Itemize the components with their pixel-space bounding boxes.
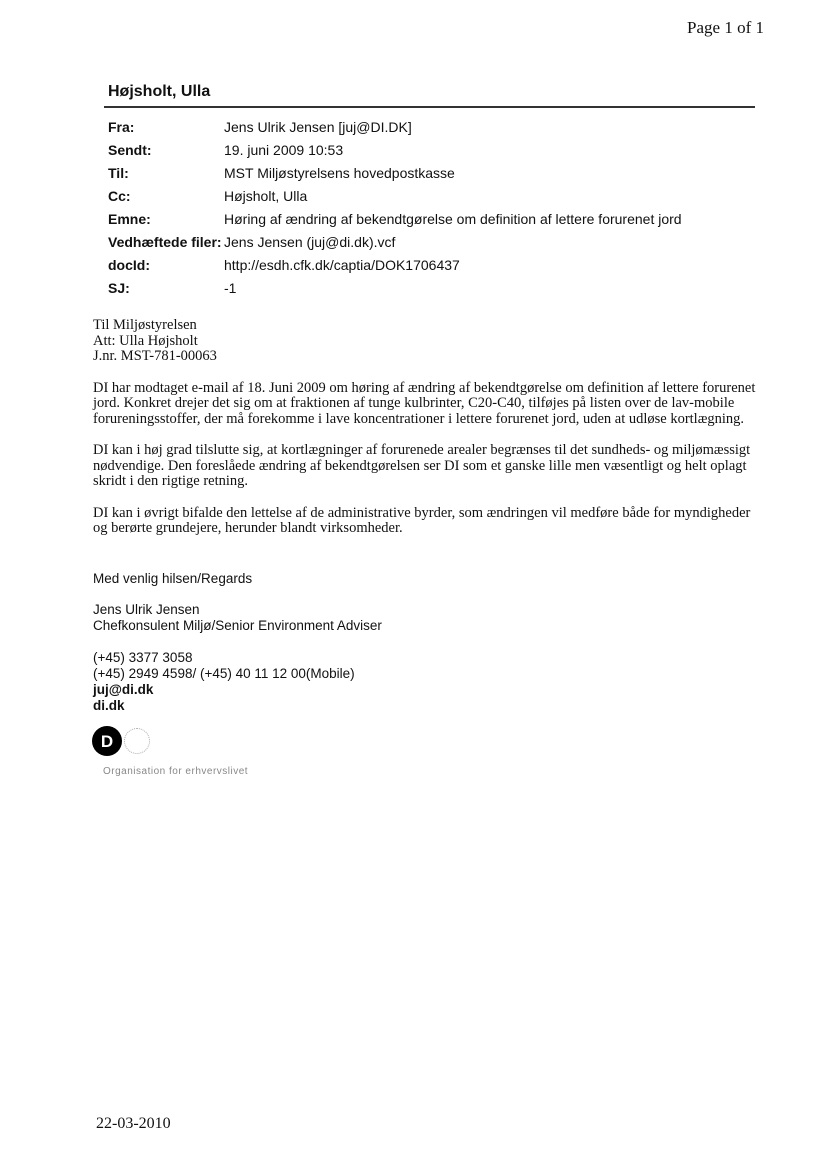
closing-greeting: Med venlig hilsen/Regards xyxy=(93,571,253,586)
header-label: docId: xyxy=(108,257,150,273)
header-row-docid xyxy=(108,257,748,280)
footer-date: 22-03-2010 xyxy=(96,1115,171,1132)
header-row-sj xyxy=(108,280,748,303)
header-row-from xyxy=(108,119,748,142)
header-value: MST Miljøstyrelsens hovedpostkasse xyxy=(224,165,455,181)
header-row-to xyxy=(108,165,748,188)
header-row-cc xyxy=(108,188,748,211)
di-logo-ring-icon xyxy=(124,728,150,754)
di-logo-circle-icon xyxy=(92,726,122,756)
docid-url: http://esdh.cfk.dk/captia/DOK1706437 xyxy=(224,257,460,273)
body-paragraph: DI har modtaget e-mail af 18. Juni 2009 om høring af ændring af bekendtgørelse om definition af lettere forurenet jord. Konkret drejer det sig om at fraktionen af tunge kulbrinter, C20-C40, tilføjes på listen over de lav-mobile forureningsstoffer, der må forekomme i lave koncentrationer i lettere forurenet jord, uden at udløse kortlægning. xyxy=(93,379,756,427)
header-label: Fra: xyxy=(108,119,135,135)
header-label: SJ: xyxy=(108,280,130,296)
signature-website: di.dk xyxy=(93,698,125,713)
page-number: Page 1 of 1 xyxy=(687,18,764,37)
header-value: Højsholt, Ulla xyxy=(224,188,308,204)
header-divider xyxy=(104,106,755,108)
body-paragraph: DI kan i øvrigt bifalde den lettelse af de administrative byrder, som ændringen vil medføre både for myndigheder og berørte grundejere, herunder blandt virksomheder. xyxy=(93,504,751,536)
logo-tagline: Organisation for erhvervslivet xyxy=(103,766,249,777)
address-line: Til Miljøstyrelsen xyxy=(93,317,197,333)
header-label: Emne: xyxy=(108,211,151,227)
di-logo xyxy=(92,726,162,760)
email-header-table xyxy=(108,119,748,303)
signature-phone: (+45) 3377 3058 xyxy=(93,650,193,665)
attachment-filename: Jens Jensen (juj@di.dk).vcf xyxy=(224,234,396,250)
header-row-subject xyxy=(108,211,748,234)
header-label: Vedhæftede filer: xyxy=(108,234,222,250)
signature-name: Jens Ulrik Jensen xyxy=(93,602,200,617)
mailbox-owner-name: Højsholt, Ulla xyxy=(108,83,211,100)
header-label: Cc: xyxy=(108,188,131,204)
recipient-address xyxy=(93,318,763,365)
header-row-attachments xyxy=(108,234,748,257)
header-value: -1 xyxy=(224,280,237,296)
header-value: 19. juni 2009 10:53 xyxy=(224,142,344,158)
email-body xyxy=(93,318,763,553)
address-line: Att: Ulla Højsholt xyxy=(93,332,198,349)
address-line: J.nr. MST-781-00063 xyxy=(93,348,217,364)
header-label: Sendt: xyxy=(108,142,152,158)
signature-email: juj@di.dk xyxy=(93,682,154,697)
body-paragraph: DI kan i høj grad tilslutte sig, at kortlægninger af forurenede arealer begrænses til det sundheds- og miljømæssigt nødvendige. Den foreslåede ændring af bekendtgørelsen ser DI som et ganske lille men væsentligt og helt oplagt skridt i den rigtige retning. xyxy=(93,442,751,489)
signature-title: Chefkonsulent Miljø/Senior Environment Adviser xyxy=(93,618,382,633)
header-value: Høring af ændring af bekendtgørelse om definition af lettere forurenet jord xyxy=(224,211,682,227)
header-row-sent xyxy=(108,142,748,165)
signature-phone-mobile: (+45) 2949 4598/ (+45) 40 11 12 00(Mobile) xyxy=(93,666,355,681)
di-logo-letter: D xyxy=(100,731,114,751)
header-value: Jens Ulrik Jensen [juj@DI.DK] xyxy=(224,119,412,135)
header-label: Til: xyxy=(108,165,129,181)
signature-block xyxy=(93,602,382,714)
